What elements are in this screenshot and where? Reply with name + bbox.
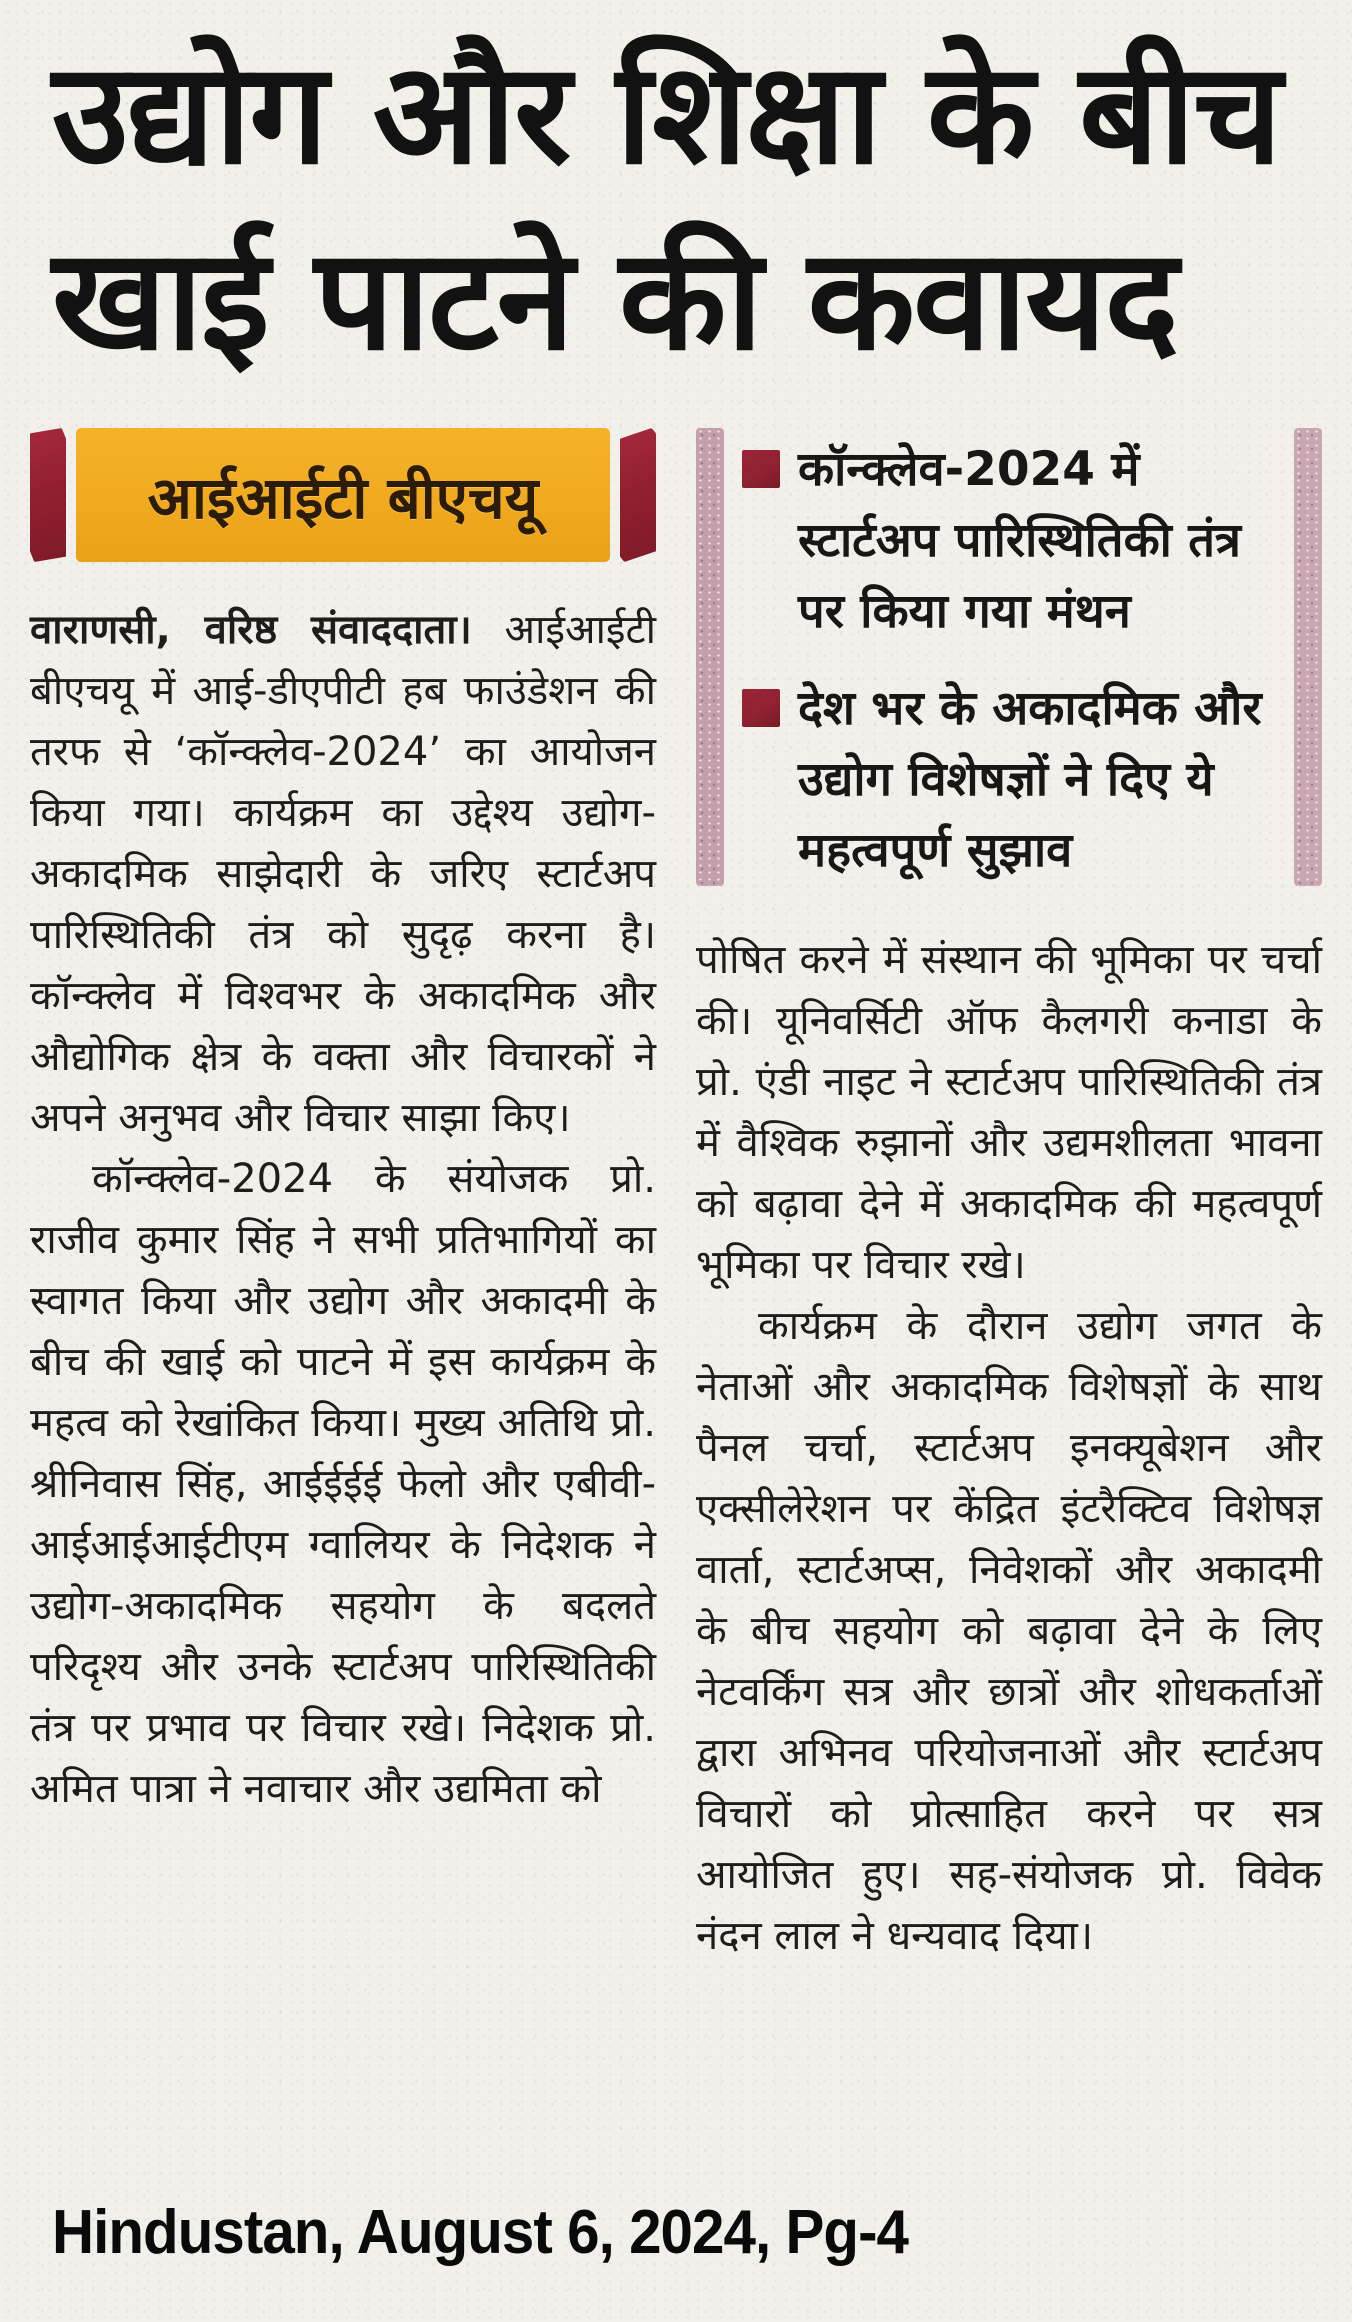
highlights-bar-right — [1294, 428, 1322, 886]
paragraph-1 — [30, 600, 656, 1149]
paragraph-1-text: आईआईटी बीएचयू में आई-डीएपीटी हब फाउंडेशन की तरफ से ‘कॉन्क्लेव-2024’ का आयोजन किया गया। कार्यक्रम का उद्देश्य उद्योग-अकादमिक साझेदारी के जरिए स्टार्टअप पारिस्थितिकी तंत्र को सुदृढ़ करना है। कॉन्क्लेव में विश्वभर के अकादमिक और औद्योगिक क्षेत्र के वक्ता और विचारकों ने अपने अनुभव और विचार साझा किए। — [30, 607, 656, 1141]
highlight-item-1 — [742, 434, 1276, 647]
kicker-endcap-right — [620, 428, 656, 562]
source-caption: Hindustan, August 6, 2024, Pg-4 — [52, 2198, 909, 2267]
article-right-column — [696, 428, 1322, 1967]
headline — [0, 0, 1352, 394]
kicker-banner — [30, 428, 656, 562]
kicker-label: आईआईटी बीएचयू — [76, 428, 610, 562]
highlight-item-2-text: देश भर के अकादमिक और उद्योग विशेषज्ञों ने दिए ये महत्वपूर्ण सुझाव — [798, 681, 1262, 878]
paragraph-3: पोषित करने में संस्थान की भूमिका पर चर्चा की। यूनिवर्सिटी ऑफ कैलगरी कनाडा के प्रो. एंडी नाइट ने स्टार्टअप पारिस्थितिकी तंत्र में वैश्विक रुझानों और उद्यमशीलता भावना को बढ़ावा देने में अकादमिक की महत्वपूर्ण भूमिका पर विचार रखे। — [696, 937, 1322, 1288]
highlights-list — [742, 428, 1276, 886]
paragraph-4: कार्यक्रम के दौरान उद्योग जगत के नेताओं और अकादमिक विशेषज्ञों के साथ पैनल चर्चा, स्टार्टअप इनक्यूबेशन और एक्सीलेरेशन पर केंद्रित इंटरैक्टिव विशेषज्ञ वार्ता, स्टार्टअप्स, निवेशकों और अकादमी के बीच सहयोग को बढ़ावा देने के लिए नेटवर्किंग सत्र और छात्रों और शोधकर्ताओं द्वारा अभिनव परियोजनाओं और स्टार्टअप विचारों को प्रोत्साहित करने पर सत्र आयोजित हुए। सह-संयोजक प्रो. विवेक नंदन लाल ने धन्यवाद दिया। — [696, 1303, 1322, 1959]
paragraph-2: कॉन्क्लेव-2024 के संयोजक प्रो. राजीव कुमार सिंह ने सभी प्रतिभागियों का स्वागत किया और उद्योग और अकादमी के बीच की खाई को पाटने में इस कार्यक्रम के महत्व को रेखांकित किया। मुख्य अतिथि प्रो. श्रीनिवास सिंह, आईईईई फेलो और एबीवी-आईआईआईटीएम ग्वालियर के निदेशक ने उद्योग-अकादमिक सहयोग के बदलते परिदृश्य और उनके स्टार्टअप पारिस्थितिकी तंत्र पर प्रभाव पर विचार रखे। निदेशक प्रो. अमित पात्रा ने नवाचार और उद्यमिता को — [30, 1156, 656, 1812]
highlight-item-1-text: कॉन्क्लेव-2024 में स्टार्टअप पारिस्थितिकी तंत्र पर किया गया मंथन — [798, 442, 1241, 639]
right-column-body — [696, 930, 1322, 1967]
dateline: वाराणसी, वरिष्ठ संवाददाता। — [30, 607, 472, 653]
bullet-square-icon — [742, 689, 780, 727]
bullet-square-icon — [742, 450, 780, 488]
highlights-bar-left — [696, 428, 724, 886]
highlight-item-2 — [742, 673, 1276, 886]
highlights-block — [696, 428, 1322, 886]
article-left-column — [30, 428, 656, 1967]
headline-line-2: खाई पाटने की कवायद — [52, 219, 1177, 382]
kicker-endcap-left — [30, 428, 66, 562]
article-columns — [0, 428, 1352, 1967]
headline-line-1: उद्योग और शिक्षा के बीच — [52, 33, 1281, 196]
left-column-body — [30, 600, 656, 1820]
